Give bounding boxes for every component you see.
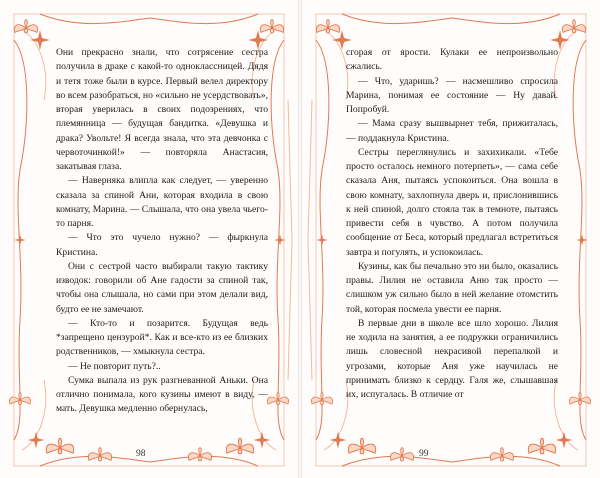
paragraph: Они с сестрой часто выбирали такую тактику изводок: говорили об Ане гадости за спиной так, чтобы она слышала, но сами при этом делали вид, будто ее не замечают. [56, 260, 268, 315]
paragraph: сгорая от ярости. Кулаки ее непроизвольно сжались. [346, 47, 558, 73]
paragraph: — Что, ударишь? — насмешливо спросила Марина, понимая ее состояние — Ну давай. Попробуй. [346, 75, 558, 115]
paragraph: Кузины, как бы печально это ни было, оказались правы. Лилия не оставила Аню так просто — слишком уж сильно было в ней желание отомстить той, которая посмела увести ее парня. [346, 260, 558, 315]
paragraph: — Что это чучело нужно? — фыркнула Кристина. [56, 232, 268, 258]
right-page [302, 0, 600, 478]
paragraph: — Наверняка влипла как следует, — уверенно сказала за спиной Ани, которая входила в свою комнату, Марина. — Слышала, что она увела чьего-то парня. [56, 175, 268, 229]
paragraph: Сумка выпала из рук разгневанной Аньки. Она отлично понимала, кого кузины имеют в виду, — мать. Девушка медленно обернулась, [56, 374, 268, 415]
paragraph: — Не повторит путь?.. [68, 360, 161, 372]
paragraph: Сестры переглянулись и захихикали. «Тебе просто осталось немного потерпеть», — сама себе сказала Аня, пытаясь успокоиться. Она вошла в свою комнату, захлопнула дверь и, прислонившись к ней спиной, долго стояла так в темноте, пытаясь привести себя в чувство. А потом получила сообщение от Беса, который предлагал встретиться завтра и погулять, и успокоилась. [346, 146, 558, 258]
paragraph: — Мама сразу вышвырнет тебя, прижиталась, — поддакнула Кристина. [346, 118, 558, 144]
page-number-left: 98 [136, 449, 146, 459]
paragraph: Они прекрасно знали, что сотрясение сестра получила в драке с какой-то одноклассницей. Дядя и тетя тоже были в курсе. Первый велел директору во всем разобраться, но «сильно не усердствовать», вторая уверилась в своих подозрениях, что племянница — будущая бандитка. «Девушка и драка? Увольте! Я всегда знала, что эта девчонка с червоточинкой!» — повторяла Анастасия, закатывая глаза. [56, 47, 268, 172]
page-number-right: 99 [419, 449, 429, 459]
right-page-text [346, 46, 558, 402]
left-page [0, 0, 298, 478]
paragraph: — Кто-то и позарится. Будущая ведь *запрещено цензурой*. Как и все-кто из ее близких родственников, — хмыкнула сестра. [56, 317, 268, 358]
paragraph: В первые дни в школе все шло хорошо. Лилия не ходила на занятия, а ее подружки ограничились лишь словесной некрасивой перепалкой и угрозами, которые Аня уже научилась не принимать близко к сердцу. Галя же, слышавшая их, испугалась. В отличие от [346, 317, 558, 400]
left-page-text [56, 46, 268, 417]
